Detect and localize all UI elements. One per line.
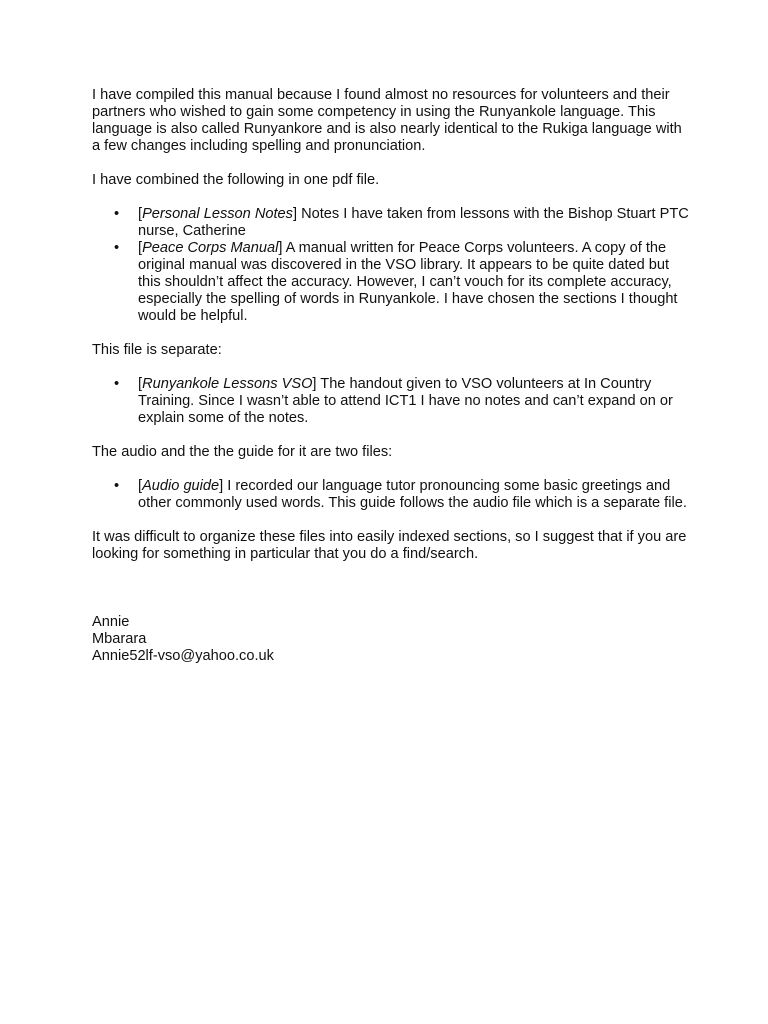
document-page xyxy=(92,87,692,665)
combined-heading: I have combined the following in one pdf file. xyxy=(92,172,380,188)
bullet-icon: • xyxy=(114,240,120,256)
spacer xyxy=(92,461,692,478)
list-item: • [Audio guide] I recorded our language tutor pronouncing some basic greetings and other commonly used words. This guide follows the audio file which is a separate file. xyxy=(114,478,687,511)
list-item: • [Peace Corps Manual] A manual written for Peace Corps volunteers. A copy of the original manual was discovered in the VSO library. It appears to be quite dated but this shouldn’t affect the accuracy. However, I can’t vouch for its complete accuracy, especially the spelling of words in Runyankole. I have chosen the sections I thought would be helpful. xyxy=(114,240,678,324)
item-text: Notes I have taken from lessons with the Bishop Stuart PTC nurse, Catherine xyxy=(138,206,689,239)
signature-email: Annie52lf-vso@yahoo.co.uk xyxy=(92,648,274,664)
list-item: • [Runyankole Lessons VSO] The handout given to VSO volunteers at In Country Training. Since I wasn’t able to attend ICT1 I have no notes and can’t expand on or explain some of the notes. xyxy=(114,376,673,426)
bullet-icon: • xyxy=(114,478,120,494)
spacer xyxy=(92,359,692,376)
separate-list xyxy=(92,376,692,427)
combined-list xyxy=(92,206,692,325)
item-title: Runyankole Lessons VSO xyxy=(142,376,313,392)
item-title: Peace Corps Manual xyxy=(142,240,279,256)
item-title: Personal Lesson Notes xyxy=(142,206,293,222)
intro-paragraph: I have compiled this manual because I found almost no resources for volunteers and their partners who wished to gain some competency in using the Runyankole language. This language is also called Runyankore and is also nearly identical to the Rukiga language with a few changes including spelling and pronunciation. xyxy=(92,87,682,154)
spacer xyxy=(92,189,692,206)
item-title: Audio guide xyxy=(142,478,220,494)
separate-heading: This file is separate: xyxy=(92,342,222,358)
audio-list xyxy=(92,478,692,512)
list-item: • [Personal Lesson Notes] Notes I have taken from lessons with the Bishop Stuart PTC nurse, Catherine xyxy=(114,206,689,239)
bullet-icon: • xyxy=(114,376,120,392)
audio-heading: The audio and the the guide for it are two files: xyxy=(92,444,393,460)
bullet-icon: • xyxy=(114,206,120,222)
item-text: I recorded our language tutor pronouncing some basic greetings and other commonly used words. This guide follows the audio file which is a separate file. xyxy=(138,478,687,511)
signature-block xyxy=(92,614,692,665)
closing-paragraph: It was difficult to organize these files into easily indexed sections, so I suggest that if you are looking for something in particular that you do a find/search. xyxy=(92,529,687,562)
item-text: The handout given to VSO volunteers at In Country Training. Since I wasn’t able to attend ICT1 I have no notes and can’t expand on or explain some of the notes. xyxy=(138,376,673,426)
signature-location: Mbarara xyxy=(92,631,147,647)
signature-name: Annie xyxy=(92,614,130,630)
item-text: A manual written for Peace Corps volunteers. A copy of the original manual was discovered in the VSO library. It appears to be quite dated but this shouldn’t affect the accuracy. However, I can’t vouch for its complete accuracy, especially the spelling of words in Runyankole. I have chosen the sections I thought would be helpful. xyxy=(138,240,678,324)
